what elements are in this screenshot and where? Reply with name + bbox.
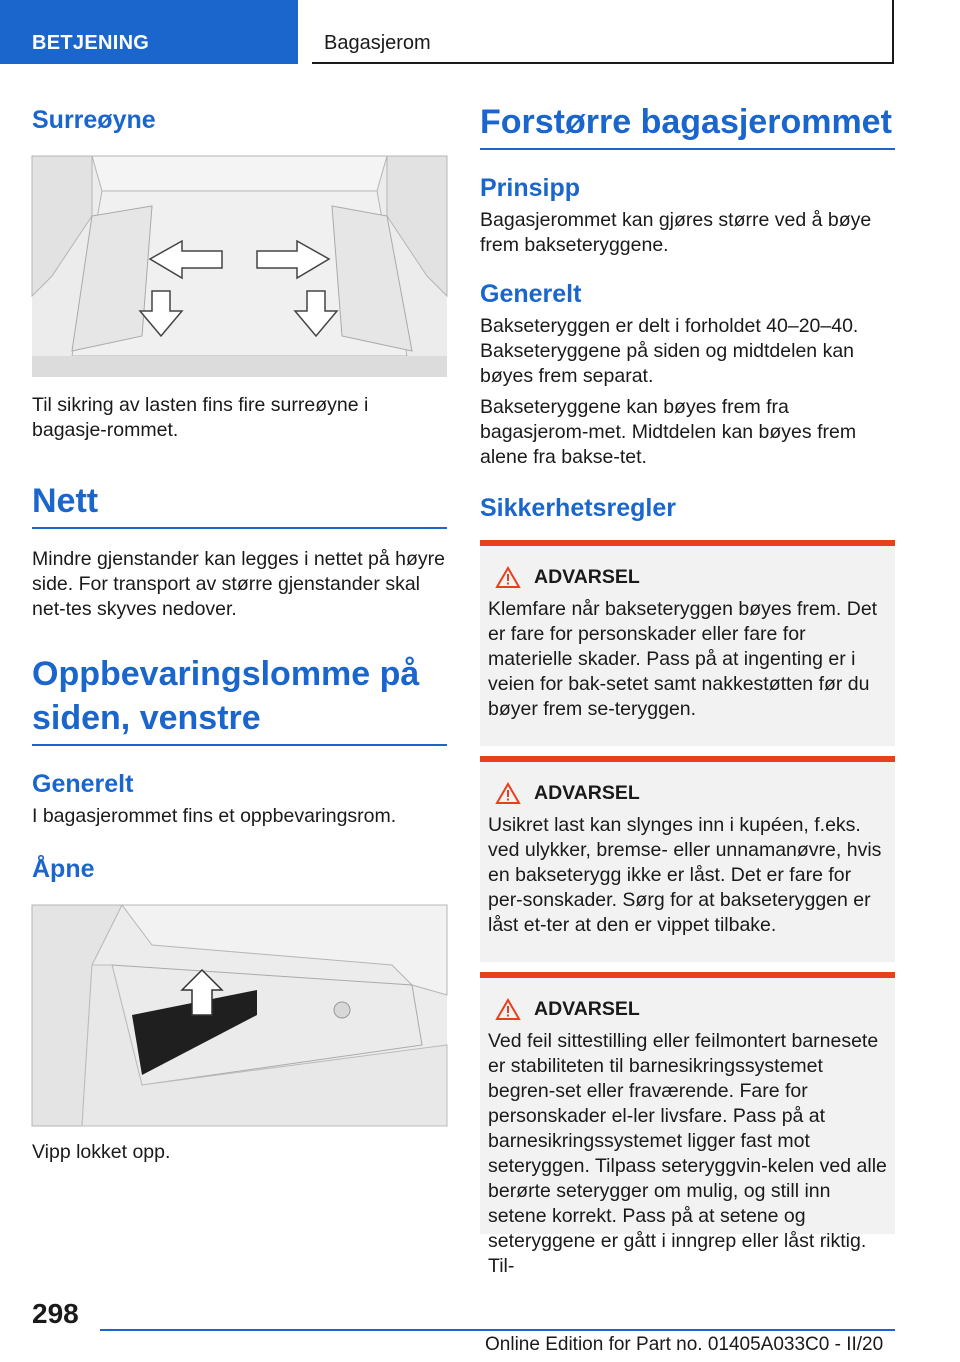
warning-header [488,566,887,589]
para-surreoyne: Til sikring av lasten fins fire surreøyne i bagasje-rommet. [32,394,369,441]
trunk-illustration [32,156,447,377]
para-generelt-1: Bakseteryggen er delt i forholdet 40–20–40. Bakseteryggene på siden og midtdelen kan bøyes frem separat. [480,315,859,387]
storage-compartment-figure [32,905,447,1126]
footer-edition: Online Edition for Part no. 01405A033C0 - II/20 [485,1334,884,1355]
heading-surreoyne: Surreøyne [32,106,156,134]
warning-title: ADVARSEL [534,782,640,804]
warning-box [480,972,895,1277]
trunk-tie-down-figure [32,156,447,377]
warning-header [488,998,887,1021]
warning-text: Klemfare når bakseteryggen bøyes frem. Det er fare for personskader eller fare for materielle skader. Pass på at ingenting er i veien for bak-setet samt nakkestøtten før du bøyer frem se-teryggen. [488,598,878,720]
para-generelt-left: I bagasjerommet fins et oppbevaringsrom. [32,805,397,827]
heading-forstorre: Forstørre bagasjerommet [480,100,895,150]
warning-title: ADVARSEL [534,998,640,1020]
para-prinsipp: Bagasjerommet kan gjøres større ved å bøye frem bakseteryggene. [480,209,872,256]
right-column [480,96,895,1277]
warning-header [488,782,887,805]
page-number: 298 [32,1298,79,1329]
para-apne: Vipp lokket opp. [32,1141,171,1163]
footer-divider [100,1329,895,1331]
warning-title: ADVARSEL [534,566,640,588]
heading-generelt-left: Generelt [32,770,134,798]
para-generelt-2: Bakseteryggene kan bøyes frem fra bagasjerom-met. Midtdelen kan bøyes frem alene fra bakse-tet. [480,396,857,468]
header-section-tab: BETJENING [0,0,298,64]
warning-text: Usikret last kan slynges inn i kupéen, f.eks. ved ulykker, bremse- eller unnamanøvre, hvis en baksetery​gg ikke er låst. Det er fare for per-sonskader. Sørg for at bakseteryggen er låst et-ter at den er vippet tilbake. [488,814,882,936]
warning-text: Ved feil sittestilling eller feilmontert barnesete er stabiliteten til barnesikringssystemet begren-set eller fraværende. Fare for personskader el-ler livsfare. Pass på at barnesikringssystemet ligger fast mot seteryggen. Tilpass seteryggvin-kelen ved alle berørte seterygger om mulig, og still inn setene korrekt. Pass på at setene og seteryggene er gått i inngrep eller låst riktig. Til- [488,1030,887,1277]
warning-triangle-icon [496,999,520,1020]
para-nett: Mindre gjenstander kan legges i nettet på høyre side. For transport av større gjenstander skal net-tes skyves nedover. [32,548,445,620]
warning-triangle-icon [496,783,520,804]
heading-apne: Åpne [32,855,95,883]
warning-triangle-icon [496,567,520,588]
left-column [32,96,447,1165]
heading-prinsipp: Prinsipp [480,174,581,202]
heading-oppbevaringslomme: Oppbevaringslomme på siden, venstre [32,652,447,746]
heading-sikkerhetsregler: Sikkerhetsregler [480,494,676,522]
compartment-illustration [32,905,447,1126]
header-chapter-title: Bagasjerom [312,0,894,64]
heading-generelt-right: Generelt [480,280,582,308]
warning-box [480,540,895,746]
warning-box [480,756,895,962]
heading-nett: Nett [32,479,447,529]
